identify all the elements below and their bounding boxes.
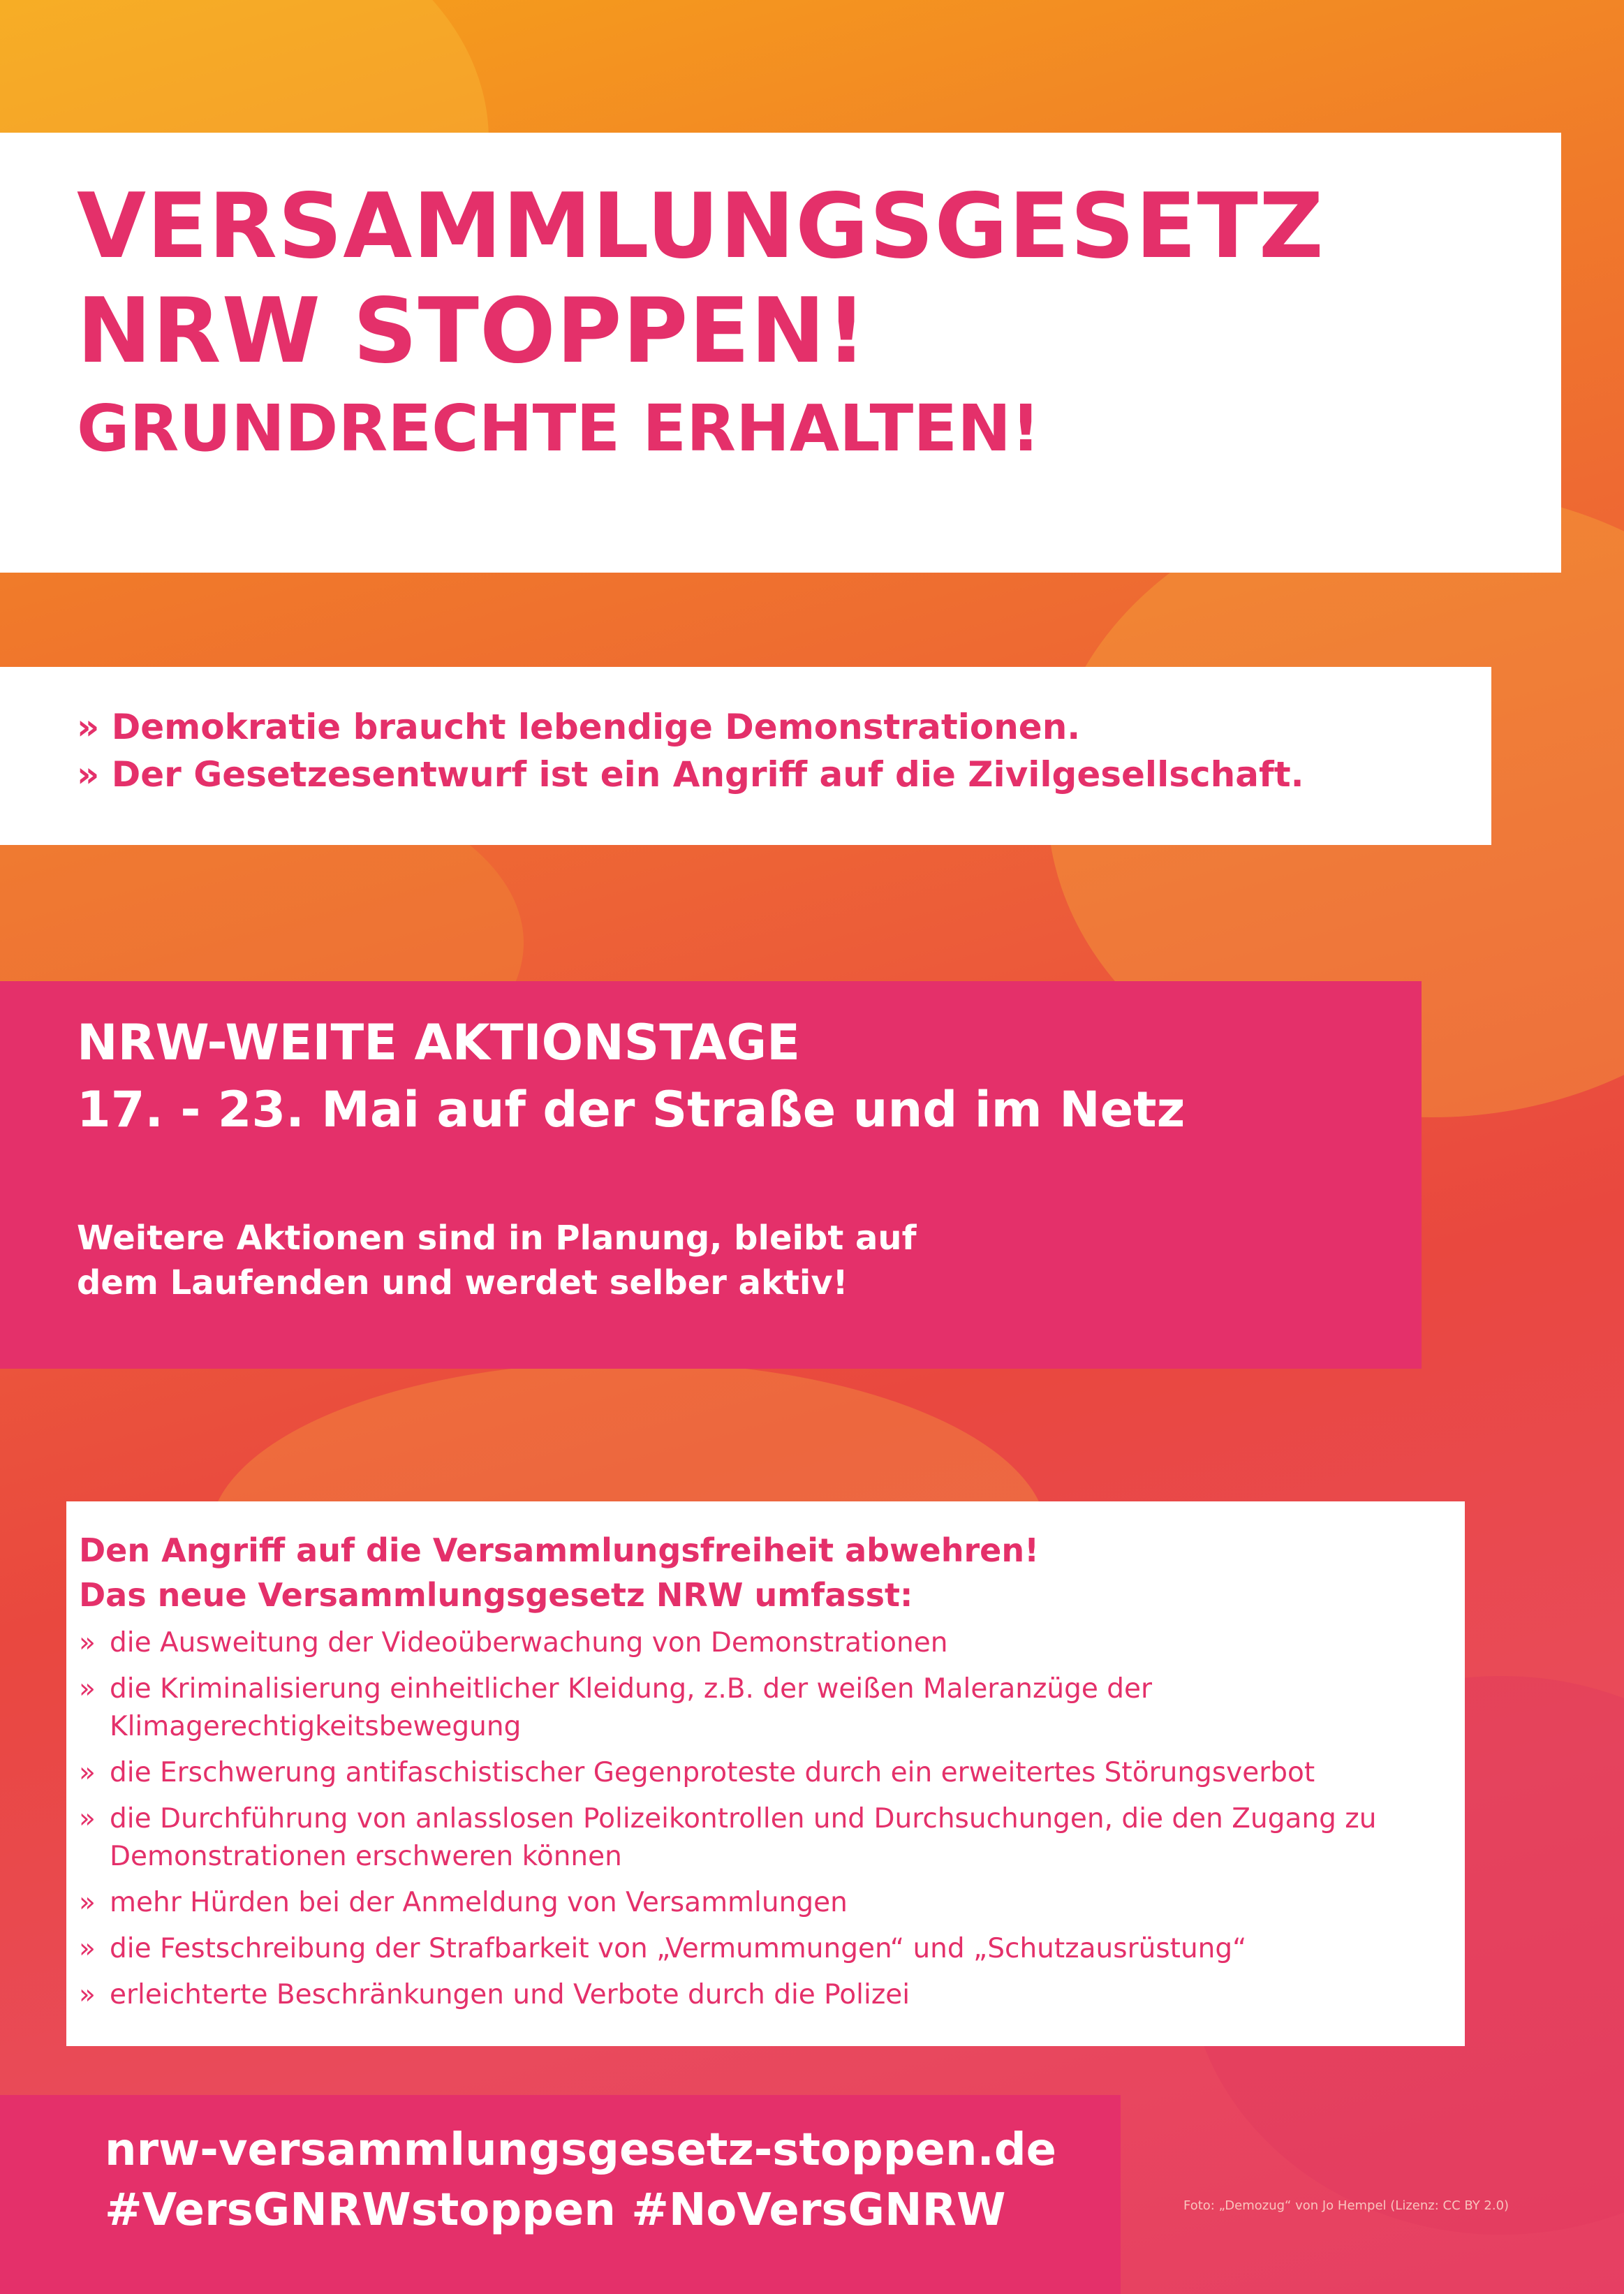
thesis-line-2: » Der Gesetzesentwurf ist ein Angriff auf die Zivilgesellschaft.	[77, 754, 1304, 795]
law-heading-2: Das neue Versammlungsgesetz NRW umfasst:	[79, 1576, 913, 1614]
list-item-text: erleichterte Beschränkungen und Verbote durch die Polizei	[110, 1979, 910, 2010]
hashtags: #VersGNRWstoppen #NoVersGNRW	[105, 2184, 1006, 2236]
bullet-icon: »	[79, 1627, 96, 1659]
bullet-icon: »	[79, 1673, 96, 1705]
law-items-list	[79, 1624, 1465, 2014]
action-days-note-line-2: dem Laufenden und werdet selber aktiv!	[77, 1263, 848, 1302]
action-days-note-line-1: Weitere Aktionen sind in Planung, bleibt auf	[77, 1219, 917, 1258]
list-item-text: die Kriminalisierung einheitlicher Kleidung, z.B. der weißen Maleranzüge der Klimagerechtigkeitsbewegung	[110, 1673, 1153, 1742]
action-days-panel	[0, 981, 1422, 1369]
action-days-note	[77, 1216, 1422, 1305]
thesis-line-1: » Demokratie braucht lebendige Demonstrationen.	[77, 707, 1081, 747]
title-line-1: VERSAMMLUNGSGESETZ	[77, 175, 1324, 279]
bullet-icon: »	[79, 1933, 96, 1964]
action-days-heading: NRW-WEITE AKTIONSTAGE	[77, 1014, 800, 1071]
list-item	[79, 1670, 1436, 1746]
list-item	[79, 1884, 1436, 1922]
list-item	[79, 1976, 1436, 2014]
list-item-text: die Festschreibung der Strafbarkeit von „Vermummungen“ und „Schutzausrüstung“	[110, 1933, 1247, 1964]
photo-credit: Foto: „Demozug“ von Jo Hempel (Lizenz: CC BY 2.0)	[1183, 2198, 1509, 2213]
bullet-icon: »	[79, 1887, 96, 1918]
title-line-2: NRW STOPPEN!	[77, 279, 868, 383]
list-item-text: die Durchführung von anlasslosen Polizeikontrollen und Durchsuchungen, die den Zugang zu Demonstrationen erschweren können	[110, 1803, 1377, 1872]
list-item-text: die Erschwerung antifaschistischer Gegenproteste durch ein erweitertes Störungsverbot	[110, 1757, 1315, 1788]
action-days-dates: 17. - 23. Mai auf der Straße und im Netz	[77, 1081, 1186, 1138]
website-link[interactable]: nrw-versammlungsgesetz-stoppen.de	[105, 2124, 1057, 2176]
law-contents-panel	[66, 1501, 1465, 2046]
subtitle: GRUNDRECHTE ERHALTEN!	[77, 391, 1041, 466]
bullet-icon: »	[79, 1757, 96, 1788]
title-panel	[0, 133, 1561, 573]
list-item-text: mehr Hürden bei der Anmeldung von Versammlungen	[110, 1887, 848, 1918]
list-item	[79, 1930, 1436, 1968]
contact-panel	[0, 2095, 1121, 2294]
law-heading-1: Den Angriff auf die Versammlungsfreiheit abwehren!	[79, 1531, 1040, 1569]
list-item	[79, 1754, 1436, 1792]
list-item	[79, 1624, 1436, 1662]
thesis-panel	[0, 667, 1491, 845]
list-item	[79, 1800, 1436, 1876]
bullet-icon: »	[79, 1979, 96, 2010]
list-item-text: die Ausweitung der Videoüberwachung von Demonstrationen	[110, 1627, 948, 1659]
bullet-icon: »	[79, 1803, 96, 1835]
